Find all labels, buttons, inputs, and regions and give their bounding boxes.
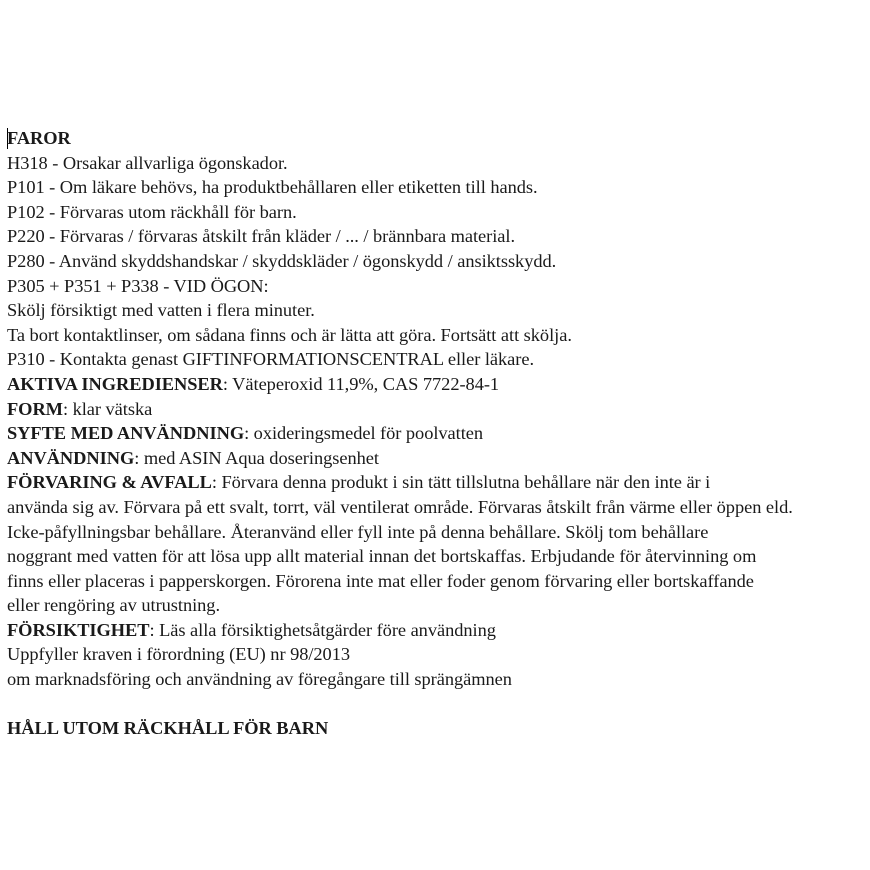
usage-value: : med ASIN Aqua doseringsenhet (134, 447, 379, 468)
precaution-statement: Skölj försiktigt med vatten i flera minuter. (7, 300, 315, 321)
caution-row (7, 618, 867, 643)
blank-line (7, 692, 867, 717)
precaution-statement: P280 - Använd skyddshandskar / skyddskläder / ögonskydd / ansiktsskydd. (7, 250, 557, 271)
precaution-statement: P310 - Kontakta genast GIFTINFORMATIONSCENTRAL eller läkare. (7, 349, 535, 370)
purpose-value: : oxideringsmedel för poolvatten (244, 423, 484, 444)
purpose-row (7, 421, 867, 446)
active-ingredients-label: AKTIVA INGREDIENSER (7, 373, 223, 394)
hazard-statement: H318 - Orsakar allvarliga ögonskador. (7, 152, 288, 173)
form-value: : klar vätska (62, 398, 153, 419)
storage-row (7, 470, 867, 495)
keep-away-warning: HÅLL UTOM RÄCKHÅLL FÖR BARN (7, 718, 329, 739)
caution-value: : Läs alla försiktighetsåtgärder före användning (149, 619, 496, 640)
usage-row (7, 446, 867, 471)
storage-text-line: noggrant med vatten för att lösa upp allt material innan det bortskaffas. Erbjudande för återvinning om (7, 546, 757, 567)
precaution-statement: P305 + P351 + P338 - VID ÖGON: (7, 275, 269, 296)
active-ingredients-row (7, 372, 867, 397)
regulation-line: Uppfyller kraven i förordning (EU) nr 98/2013 (7, 644, 350, 665)
form-label: FORM (7, 398, 63, 419)
active-ingredients-value: : Väteperoxid 11,9%, CAS 7722-84-1 (222, 373, 500, 394)
caution-label: FÖRSIKTIGHET (7, 619, 150, 640)
storage-text-line: använda sig av. Förvara på ett svalt, torrt, väl ventilerat område. Förvaras åtskilt från värme eller öppen eld. (7, 496, 793, 517)
storage-text-line: finns eller placeras i papperskorgen. Förorena inte mat eller foder genom förvaring eller bortskaffande (7, 570, 754, 591)
storage-text-line: Icke-påfyllningsbar behållare. Återanvänd eller fyll inte på denna behållare. Skölj tom behållare (7, 521, 709, 542)
form-row (7, 397, 867, 422)
precaution-statement: Ta bort kontaktlinser, om sådana finns och är lätta att göra. Fortsätt att skölja. (7, 324, 572, 345)
storage-value: : Förvara denna produkt i sin tätt tillslutna behållare när den inte är i (211, 472, 711, 493)
regulation-line: om marknadsföring och användning av föregångare till sprängämnen (7, 669, 512, 690)
precaution-statement: P220 - Förvaras / förvaras åtskilt från kläder / ... / brännbara material. (7, 226, 515, 247)
document-body (7, 126, 867, 741)
purpose-label: SYFTE MED ANVÄNDNING (7, 423, 245, 444)
section-title-hazards: FAROR (7, 128, 71, 148)
precaution-statement: P101 - Om läkare behövs, ha produktbehållaren eller etiketten till hands. (7, 177, 538, 198)
storage-text-line: eller rengöring av utrustning. (7, 595, 221, 616)
usage-label: ANVÄNDNING (7, 447, 135, 468)
precaution-statement: P102 - Förvaras utom räckhåll för barn. (7, 201, 297, 222)
storage-label: FÖRVARING & AVFALL (7, 472, 212, 493)
